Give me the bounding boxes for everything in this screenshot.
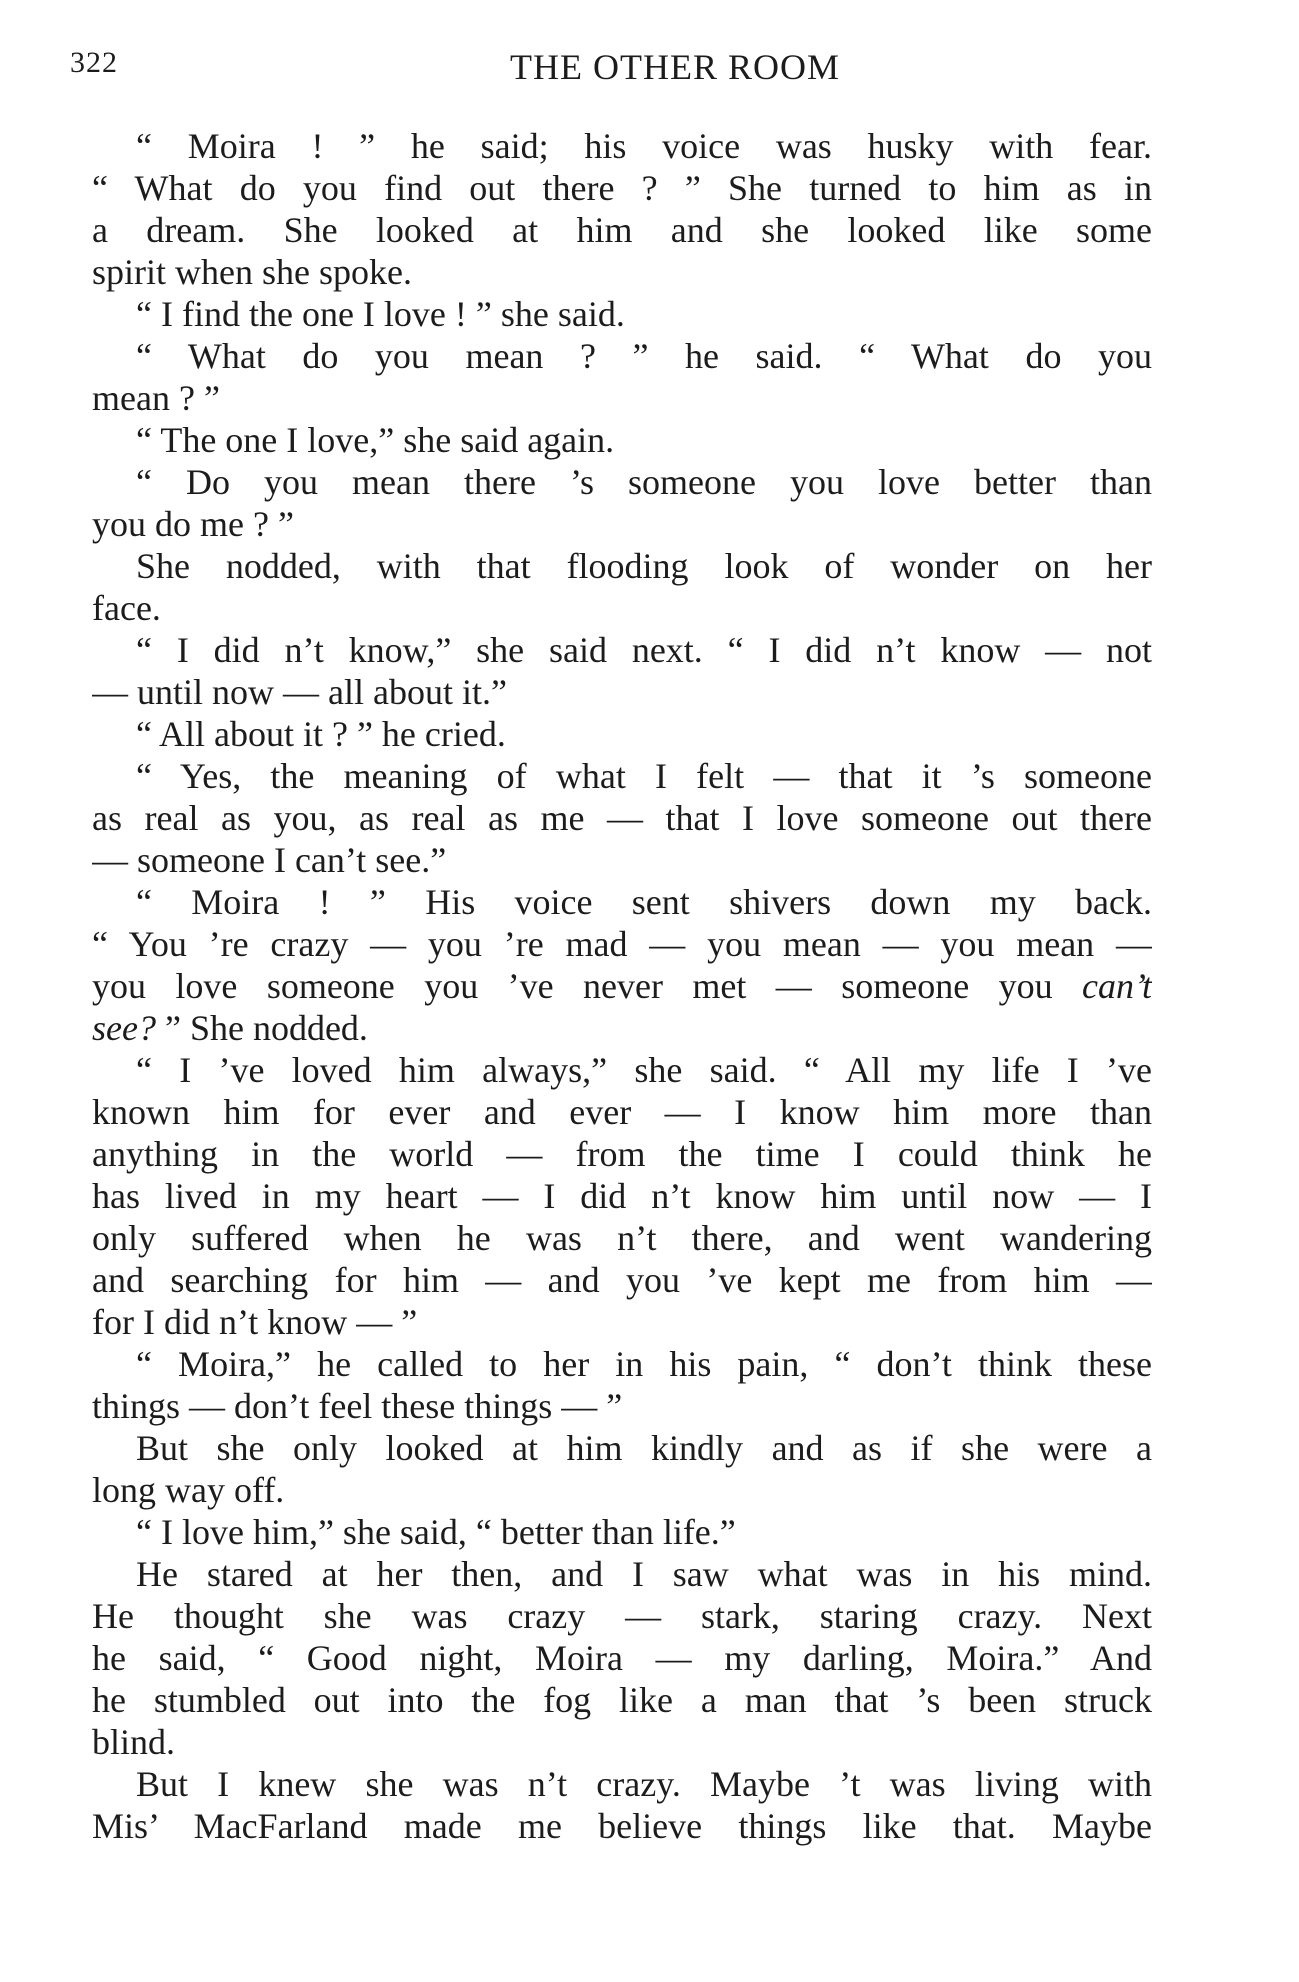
line-text: “ Do you mean there ’s someone you love better than — [136, 462, 1152, 502]
text-line — [92, 1721, 1152, 1763]
line-text: He stared at her then, and I saw what was in his mind. — [136, 1554, 1152, 1594]
text-line — [92, 1385, 1152, 1427]
text-line — [92, 965, 1152, 1007]
line-text: “ The one I love,” she said again. — [136, 420, 615, 460]
text-line — [92, 1553, 1152, 1595]
text-line — [92, 1259, 1152, 1301]
line-text: “ What do you mean ? ” he said. “ What do you — [136, 336, 1152, 376]
italic-text: can’t — [1082, 966, 1152, 1006]
text-line — [92, 1511, 1152, 1553]
text-line — [92, 713, 1152, 755]
text-line — [92, 923, 1152, 965]
line-text: blind. — [92, 1722, 176, 1762]
text-line — [92, 545, 1152, 587]
text-line — [92, 1175, 1152, 1217]
line-text: you love someone you ’ve never met — someone you — [92, 966, 1053, 1006]
line-text: She nodded, with that flooding look of wonder on her — [136, 546, 1152, 586]
line-text: — until now — all about it.” — [92, 672, 507, 712]
text-line — [92, 377, 1152, 419]
line-text: But I knew she was n’t crazy. Maybe ’t was living with — [136, 1764, 1152, 1804]
line-text: ” She nodded. — [155, 1008, 368, 1048]
text-line — [92, 167, 1152, 209]
line-text: “ What do you find out there ? ” She turned to him as in — [92, 168, 1152, 208]
line-text: “ Yes, the meaning of what I felt — that it ’s someone — [136, 756, 1152, 796]
text-line — [92, 335, 1152, 377]
italic-text: see? — [92, 1008, 156, 1048]
text-line — [92, 671, 1152, 713]
text-line — [92, 1679, 1152, 1721]
line-text: known him for ever and ever — I know him more than — [92, 1092, 1152, 1132]
line-text: He thought she was crazy — stark, staring crazy. Next — [92, 1596, 1152, 1636]
text-line — [92, 1217, 1152, 1259]
text-line — [92, 1049, 1152, 1091]
text-line — [92, 503, 1152, 545]
line-text: things — don’t feel these things — ” — [92, 1386, 623, 1426]
text-line — [92, 1469, 1152, 1511]
line-text: for I did n’t know — ” — [92, 1302, 418, 1342]
text-line — [92, 1637, 1152, 1679]
text-line — [92, 1427, 1152, 1469]
line-text: “ I find the one I love ! ” she said. — [136, 294, 625, 334]
text-line — [92, 1763, 1152, 1805]
line-text: and searching for him — and you ’ve kept me from him — — [92, 1260, 1152, 1300]
line-text: has lived in my heart — I did n’t know him until now — I — [92, 1176, 1152, 1216]
line-text: long way off. — [92, 1470, 285, 1510]
text-line — [92, 755, 1152, 797]
text-line — [92, 587, 1152, 629]
text-line — [92, 1301, 1152, 1343]
text-line — [92, 629, 1152, 671]
text-line — [92, 125, 1152, 167]
line-text: a dream. She looked at him and she looked like some — [92, 210, 1152, 250]
text-line — [92, 1595, 1152, 1637]
text-line — [92, 251, 1152, 293]
line-text: But she only looked at him kindly and as if she were a — [136, 1428, 1152, 1468]
line-text: anything in the world — from the time I could think he — [92, 1134, 1152, 1174]
running-title: THE OTHER ROOM — [510, 47, 840, 87]
text-line — [92, 419, 1152, 461]
line-text: face. — [92, 588, 161, 628]
text-line — [92, 881, 1152, 923]
text-line — [92, 797, 1152, 839]
body-text — [92, 125, 1152, 1847]
line-text: — someone I can’t see.” — [92, 840, 447, 880]
line-text: “ Moira,” he called to her in his pain, “ don’t think these — [136, 1344, 1152, 1384]
line-text: “ I love him,” she said, “ better than life.” — [136, 1512, 736, 1552]
line-text: “ You ’re crazy — you ’re mad — you mean — you mean — — [92, 924, 1152, 964]
page-number: 322 — [70, 46, 118, 79]
line-text: “ All about it ? ” he cried. — [136, 714, 506, 754]
line-text: mean ? ” — [92, 378, 220, 418]
running-head — [70, 46, 1200, 86]
line-text: Mis’ MacFarland made me believe things like that. Maybe — [92, 1806, 1152, 1846]
text-line — [92, 1343, 1152, 1385]
line-text: “ I did n’t know,” she said next. “ I did n’t know — not — [136, 630, 1152, 670]
line-text: he said, “ Good night, Moira — my darling, Moira.” And — [92, 1638, 1152, 1678]
line-text: spirit when she spoke. — [92, 252, 412, 292]
line-text: “ I ’ve loved him always,” she said. “ All my life I ’ve — [136, 1050, 1152, 1090]
line-text: you do me ? ” — [92, 504, 294, 544]
line-text: as real as you, as real as me — that I love someone out there — [92, 798, 1152, 838]
text-line — [92, 461, 1152, 503]
text-line — [92, 1007, 1152, 1049]
text-line — [92, 293, 1152, 335]
line-text: only suffered when he was n’t there, and went wandering — [92, 1218, 1152, 1258]
text-line — [92, 1091, 1152, 1133]
text-line — [92, 1805, 1152, 1847]
text-line — [92, 1133, 1152, 1175]
line-text: “ Moira ! ” His voice sent shivers down my back. — [136, 882, 1152, 922]
line-text: he stumbled out into the fog like a man that ’s been struck — [92, 1680, 1152, 1720]
text-line — [92, 839, 1152, 881]
text-line — [92, 209, 1152, 251]
line-text: “ Moira ! ” he said; his voice was husky with fear. — [136, 126, 1152, 166]
